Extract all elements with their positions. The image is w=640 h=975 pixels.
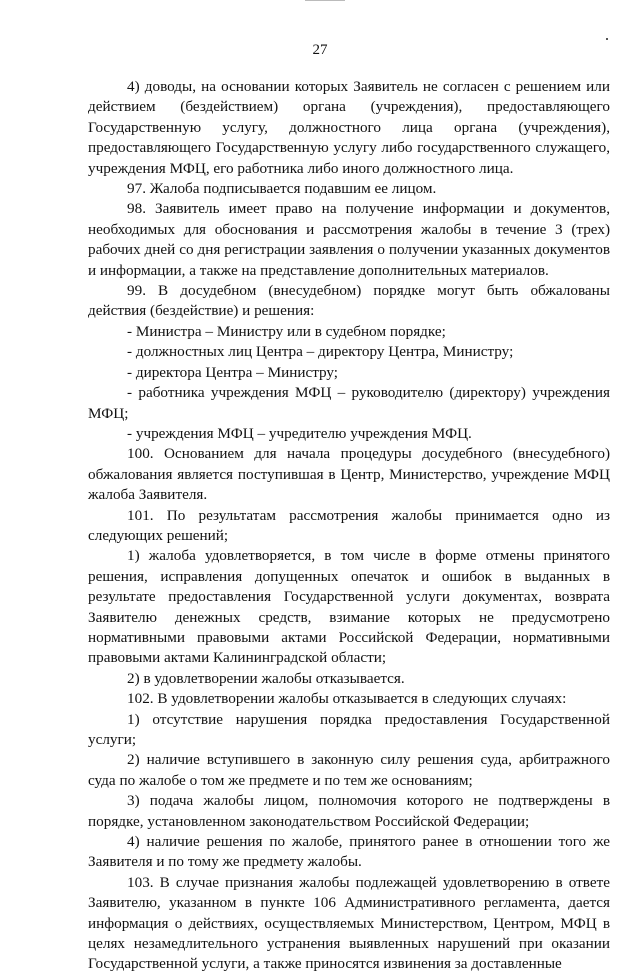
list-item: - директора Центра – Министру;	[127, 363, 339, 381]
list-item: - Министра – Министру или в судебном порядке;	[127, 322, 446, 340]
paragraph: 99. В досудебном (внесудебном) порядке могут быть обжалованы действия (бездействие) и решения:	[88, 282, 610, 320]
paragraph: 3) подача жалобы лицом, полномочия которого не подтверждены в порядке, установленном законодательством Российской Федерации;	[88, 792, 610, 830]
paragraph: 4) доводы, на основании которых Заявитель не согласен с решением или действием (бездействием) органа (учреждения), предоставляющего Государственную услугу, должностного лица органа (учреждения), предоставляющего Государственную услугу либо государственного служащего, учреждения МФЦ, его работника либо иного должностного лица.	[88, 78, 610, 177]
document-body	[88, 77, 610, 975]
paragraph: 103. В случае признания жалобы подлежащей удовлетворению в ответе Заявителю, указанном в пункте 106 Административного регламента, дается информация о действиях, осуществляемых Министерством, Центром, МФЦ в целях незамедлительного устранения выявленных нарушений при оказании Государственной услуги, а также приносятся извинения за доставленные	[88, 873, 610, 973]
paragraph: 100. Основанием для начала процедуры досудебного (внесудебного) обжалования является поступившая в Центр, Министерство, учреждение МФЦ жалоба Заявителя.	[88, 445, 610, 504]
list-item: - работника учреждения МФЦ – руководителю (директору) учреждения МФЦ;	[88, 384, 610, 422]
paragraph: 2) в удовлетворении жалобы отказывается.	[127, 669, 405, 687]
paragraph: 2) наличие вступившего в законную силу решения суда, арбитражного суда по жалобе о том же предмете и по тем же основаниям;	[88, 751, 610, 789]
page-number: 27	[312, 42, 328, 58]
paragraph: 1) жалоба удовлетворяется, в том числе в форме отмены принятого решения, исправления допущенных опечаток и ошибок в выданных в результате предоставления Государственной услуги документах, возврата Заявителю денежных средств, взимание которых не предусмотрено нормативными правовыми актами Российской Федерации, нормативными правовыми актами Калининградской области;	[88, 547, 610, 667]
paragraph: 4) наличие решения по жалобе, принятого ранее в отношении того же Заявителя и по тому же предмету жалобы.	[88, 833, 610, 871]
paragraph: 102. В удовлетворении жалобы отказывается в следующих случаях:	[127, 690, 567, 708]
paragraph: 101. По результатам рассмотрения жалобы принимается одно из следующих решений;	[88, 506, 610, 544]
list-item: - должностных лиц Центра – директору Центра, Министру;	[127, 343, 514, 361]
list-item: - учреждения МФЦ – учредителю учреждения МФЦ.	[127, 424, 472, 442]
paragraph: 1) отсутствие нарушения порядка предоставления Государственной услуги;	[88, 710, 610, 748]
paragraph: 98. Заявитель имеет право на получение информации и документов, необходимых для обоснования и рассмотрения жалобы в течение 3 (трех) рабочих дней со дня регистрации заявления о получении указанных документов и информации, а также на представление дополнительных материалов.	[88, 200, 610, 279]
scan-top-line	[305, 0, 345, 1]
scan-speck	[606, 38, 608, 40]
paragraph: 97. Жалоба подписывается подавшим ее лицом.	[127, 180, 437, 198]
